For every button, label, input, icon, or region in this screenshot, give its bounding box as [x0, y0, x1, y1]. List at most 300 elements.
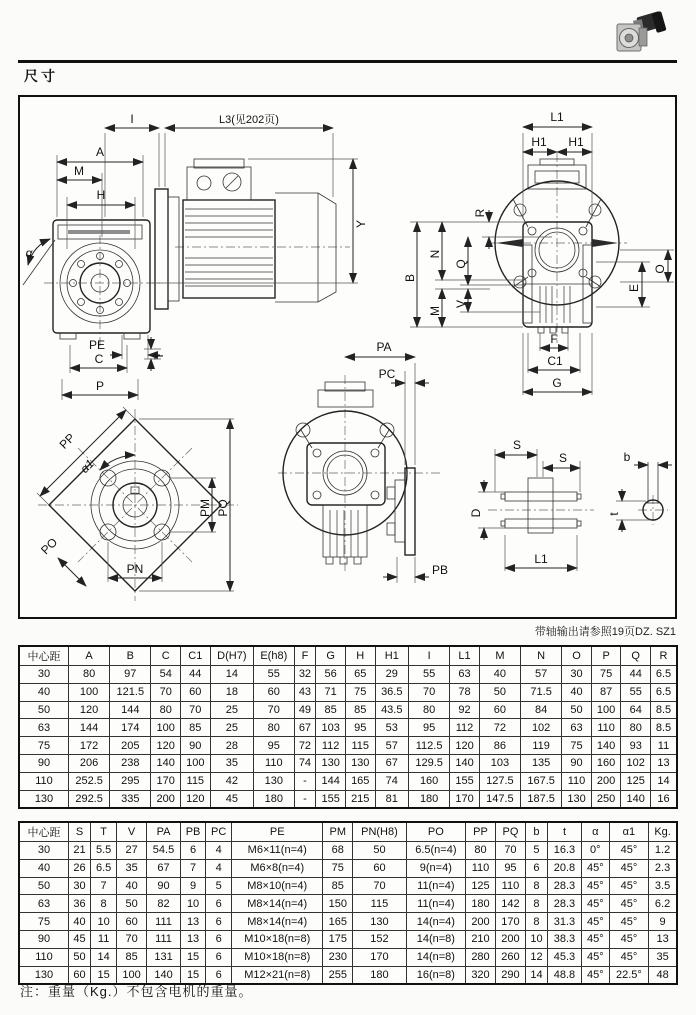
table-cell: 45°	[609, 948, 649, 966]
dim-label-pm: PM	[198, 499, 212, 517]
dim-label-b-key: b	[623, 450, 631, 464]
table-cell: 6	[206, 948, 232, 966]
table-cell: 1.2	[649, 842, 677, 860]
table-cell: 48	[649, 966, 677, 984]
table-cell: 60	[254, 683, 294, 701]
table-cell: 170	[450, 790, 480, 808]
table-cell: 84	[521, 701, 562, 719]
table-cell: 13	[180, 930, 205, 948]
dim-label-h1a: H1	[531, 135, 547, 149]
table-cell: 60	[69, 966, 91, 984]
column-header: C1	[181, 646, 211, 666]
dim-label-b-dim: B	[403, 273, 417, 283]
table-cell: 13	[180, 913, 205, 931]
table-cell: 36	[69, 895, 91, 913]
table-cell: 28	[210, 737, 254, 755]
table-cell: 125	[466, 877, 496, 895]
table-cell: 75	[591, 666, 621, 684]
table-cell: 72	[479, 719, 520, 737]
table-cell: 103	[479, 754, 520, 772]
top-rule	[18, 60, 677, 63]
table-cell: 75	[323, 859, 353, 877]
table-cell: 9	[649, 913, 677, 931]
table-cell: 14(n=8)	[406, 948, 465, 966]
column-header: R	[651, 646, 678, 666]
table-cell: 112	[316, 737, 346, 755]
row-center-distance-cell: 130	[19, 790, 69, 808]
table-cell: 70	[151, 683, 181, 701]
table-cell: M12×21(n=8)	[232, 966, 323, 984]
table-cell: 16.3	[548, 842, 582, 860]
table-cell: 27	[117, 842, 147, 860]
dim-label-pq: PQ	[216, 499, 230, 517]
table-cell: 56	[316, 666, 346, 684]
dim-label-n: N	[428, 249, 442, 259]
table-cell: 110	[562, 772, 592, 790]
table-cell: 4	[206, 842, 232, 860]
table-cell: 147.5	[479, 790, 520, 808]
table-cell: 187.5	[521, 790, 562, 808]
table-cell: -	[294, 790, 316, 808]
page-title: 尺寸	[24, 68, 58, 84]
column-header: PN(H8)	[353, 822, 406, 842]
table-cell: M8×14(n=4)	[232, 913, 323, 931]
dim-label-pe: PE	[88, 338, 106, 352]
dimensions-table-1	[18, 645, 678, 809]
dim-label-c1: C1	[547, 354, 563, 368]
table-cell: 68	[323, 842, 353, 860]
table-cell: 103	[316, 719, 346, 737]
table-cell: 45°	[609, 913, 649, 931]
dim-label-po: PO	[38, 535, 61, 558]
table-cell: 25	[210, 719, 254, 737]
table-cell: 127.5	[479, 772, 520, 790]
table-cell: 90	[181, 737, 211, 755]
dim-label-h1b: H1	[568, 135, 584, 149]
column-header: C	[151, 646, 181, 666]
table-cell: 81	[375, 790, 408, 808]
table-cell: 102	[621, 754, 651, 772]
table-cell: 40	[562, 683, 592, 701]
column-header: H	[345, 646, 375, 666]
dim-label-f: F	[550, 332, 558, 346]
table-cell: 140	[147, 966, 181, 984]
table-cell: 45°	[609, 842, 649, 860]
table-cell: 110	[254, 754, 294, 772]
table-cell: 30	[69, 877, 91, 895]
table-cell: 200	[151, 790, 181, 808]
table-cell: 11	[651, 737, 678, 755]
row-center-distance-cell: 50	[19, 701, 69, 719]
table-cell: 115	[353, 895, 406, 913]
table-cell: 110	[591, 719, 621, 737]
table-cell: 95	[345, 719, 375, 737]
dim-label-a: A	[95, 145, 105, 159]
table-cell: 6.2	[649, 895, 677, 913]
table-cell: 50	[353, 842, 406, 860]
table-cell: 290	[495, 966, 525, 984]
dim-label-v: V	[454, 299, 468, 309]
table-cell: 100	[181, 754, 211, 772]
table-cell: 22.5°	[609, 966, 649, 984]
table-cell: 292.5	[69, 790, 110, 808]
table-cell: 95	[409, 719, 450, 737]
column-header: L1	[450, 646, 480, 666]
table-cell: 30	[562, 666, 592, 684]
table-cell: 206	[69, 754, 110, 772]
column-header: O	[562, 646, 592, 666]
column-header: H1	[375, 646, 408, 666]
column-header: N	[521, 646, 562, 666]
table-cell: 60	[479, 701, 520, 719]
table-cell: 12	[525, 948, 547, 966]
column-header: PO	[406, 822, 465, 842]
table-cell: 45°	[609, 859, 649, 877]
dim-label-c: C	[94, 352, 104, 366]
table-cell: 45°	[609, 877, 649, 895]
table-cell: 6.5(n=4)	[406, 842, 465, 860]
table-cell: 67	[375, 754, 408, 772]
column-header: P	[591, 646, 621, 666]
table-cell: 255	[323, 966, 353, 984]
table-cell: 16	[651, 790, 678, 808]
table-cell: 320	[466, 966, 496, 984]
table-cell: 16(n=8)	[406, 966, 465, 984]
table-cell: 45°	[581, 966, 609, 984]
column-header: α	[581, 822, 609, 842]
table-cell: 100	[591, 701, 621, 719]
table-cell: 70	[254, 701, 294, 719]
column-header: PB	[180, 822, 205, 842]
table-cell: 74	[375, 772, 408, 790]
table-cell: 120	[151, 737, 181, 755]
table-cell: 14(n=4)	[406, 913, 465, 931]
column-header: G	[316, 646, 346, 666]
column-header: F	[294, 646, 316, 666]
table-cell: 45.3	[548, 948, 582, 966]
table-cell: 45	[210, 790, 254, 808]
dim-label-pp: PP	[56, 430, 78, 452]
table-cell: 215	[345, 790, 375, 808]
table-cell: 32	[294, 666, 316, 684]
dim-label-o: O	[653, 264, 667, 274]
table-cell: 200	[591, 772, 621, 790]
dim-label-l1b: L1	[534, 552, 548, 566]
table-cell: 74	[294, 754, 316, 772]
table-cell: 18	[210, 683, 254, 701]
table-cell: 53	[375, 719, 408, 737]
table-cell: 6.5	[651, 683, 678, 701]
table-cell: 120	[450, 737, 480, 755]
table-cell: 175	[323, 930, 353, 948]
table-cell: 210	[466, 930, 496, 948]
table-header-row	[19, 646, 677, 666]
table-cell: 90	[147, 877, 181, 895]
table-cell: 142	[495, 895, 525, 913]
dim-label-pa: PA	[376, 340, 392, 354]
table-cell: 144	[69, 719, 110, 737]
table-cell: 45°	[581, 948, 609, 966]
table-cell: 165	[323, 913, 353, 931]
table-row	[19, 666, 677, 684]
table-cell: 14(n=8)	[406, 930, 465, 948]
dim-label-pn: PN	[126, 562, 144, 576]
table-cell: 45°	[581, 877, 609, 895]
table-cell: 70	[409, 683, 450, 701]
table-cell: 205	[110, 737, 151, 755]
table-row	[19, 859, 677, 877]
column-header: b	[525, 822, 547, 842]
table-cell: 57	[521, 666, 562, 684]
table-row	[19, 790, 677, 808]
table-cell: 45°	[581, 859, 609, 877]
table-cell: 20.8	[548, 859, 582, 877]
table-cell: 63	[562, 719, 592, 737]
table-cell: 14	[651, 772, 678, 790]
drawing-frame	[18, 95, 677, 619]
table-cell: M8×14(n=4)	[232, 895, 323, 913]
table-cell: 121.5	[110, 683, 151, 701]
table-cell: 49	[294, 701, 316, 719]
table-cell: 43	[294, 683, 316, 701]
column-header: S	[69, 822, 91, 842]
table-cell: 86	[479, 737, 520, 755]
table-cell: 155	[450, 772, 480, 790]
table-cell: 170	[151, 772, 181, 790]
table-cell: 54	[151, 666, 181, 684]
dim-label-g: G	[552, 376, 562, 390]
table-cell: 335	[110, 790, 151, 808]
row-center-distance-cell: 30	[19, 666, 69, 684]
dim-label-alpha1: α1	[77, 456, 97, 476]
column-header: 中心距	[19, 822, 69, 842]
table-cell: 57	[375, 737, 408, 755]
table-cell: 85	[117, 948, 147, 966]
table-cell: 252.5	[69, 772, 110, 790]
table-cell: 5	[206, 877, 232, 895]
table-cell: 6	[180, 842, 205, 860]
table-cell: 155	[316, 790, 346, 808]
table-cell: 28.3	[548, 877, 582, 895]
column-header: PC	[206, 822, 232, 842]
table-cell: 40	[117, 877, 147, 895]
table-cell: 92	[450, 701, 480, 719]
table-cell: 165	[345, 772, 375, 790]
table-cell: 90	[562, 754, 592, 772]
gearbox-photo-art	[617, 11, 667, 51]
table-cell: 13	[651, 754, 678, 772]
table-cell: 29	[375, 666, 408, 684]
table-cell: 180	[466, 895, 496, 913]
table-cell: 60	[117, 913, 147, 931]
table-cell: M6×8(n=4)	[232, 859, 323, 877]
table-cell: 44	[181, 666, 211, 684]
table-cell: 85	[181, 719, 211, 737]
table-cell: 112	[450, 719, 480, 737]
table-cell: 78	[450, 683, 480, 701]
rear-view-drawing	[403, 110, 674, 395]
table-cell: 150	[323, 895, 353, 913]
table-cell: 140	[151, 754, 181, 772]
table-cell: 45°	[581, 895, 609, 913]
table-cell: 280	[466, 948, 496, 966]
table-cell: 111	[147, 913, 181, 931]
table-cell: 6.5	[651, 666, 678, 684]
column-header: PE	[232, 822, 323, 842]
table-cell: 55	[409, 666, 450, 684]
table-cell: 95	[495, 859, 525, 877]
table-cell: 80	[254, 719, 294, 737]
table-cell: 45	[69, 930, 91, 948]
table-cell: 295	[110, 772, 151, 790]
row-center-distance-cell: 75	[19, 737, 69, 755]
table-cell: 130	[316, 754, 346, 772]
table-cell: 11(n=4)	[406, 895, 465, 913]
table-cell: 85	[345, 701, 375, 719]
table-cell: 80	[621, 719, 651, 737]
table-cell: 4	[206, 859, 232, 877]
row-center-distance-cell: 130	[19, 966, 69, 984]
dim-label-l1: L1	[550, 110, 564, 124]
table-cell: 45°	[581, 913, 609, 931]
row-center-distance-cell: 30	[19, 842, 69, 860]
column-header: A	[69, 646, 110, 666]
table-cell: 100	[151, 719, 181, 737]
table-cell: 15	[180, 966, 205, 984]
table-cell: 8.5	[651, 719, 678, 737]
column-header: E(h8)	[254, 646, 294, 666]
table-cell: 50	[562, 701, 592, 719]
table-cell: 180	[353, 966, 406, 984]
table-cell: 180	[254, 790, 294, 808]
dim-label-t-key: t	[607, 512, 621, 516]
table-cell: 82	[147, 895, 181, 913]
table-cell: 130	[562, 790, 592, 808]
table-cell: 230	[323, 948, 353, 966]
table-cell: 45°	[609, 930, 649, 948]
table-cell: 67	[147, 859, 181, 877]
table-cell: 0°	[581, 842, 609, 860]
table-cell: 26	[69, 859, 91, 877]
table-row	[19, 737, 677, 755]
dim-label-pc: PC	[378, 367, 396, 381]
dim-label-d: D	[469, 508, 483, 518]
row-center-distance-cell: 40	[19, 859, 69, 877]
dim-label-l3: L3(见202页)	[219, 114, 279, 126]
table-cell: 45°	[581, 930, 609, 948]
table-cell: 71.5	[521, 683, 562, 701]
table-cell: 120	[181, 790, 211, 808]
output-flange-drawing	[37, 407, 238, 601]
table-cell: 130	[345, 754, 375, 772]
table-cell: 50	[69, 948, 91, 966]
dim-label-alpha: α	[25, 246, 33, 260]
table-cell: 93	[621, 737, 651, 755]
table-cell: 50	[117, 895, 147, 913]
column-header: D(H7)	[210, 646, 254, 666]
table-cell: 35	[210, 754, 254, 772]
column-header: I	[409, 646, 450, 666]
table-row	[19, 754, 677, 772]
table-cell: 14	[525, 966, 547, 984]
table-cell: 70	[495, 842, 525, 860]
front-view-drawing	[278, 340, 448, 583]
dim-label-m: M	[74, 164, 84, 178]
table-cell: 8	[525, 895, 547, 913]
row-center-distance-cell: 40	[19, 683, 69, 701]
table-row	[19, 948, 677, 966]
table-cell: 174	[110, 719, 151, 737]
table-cell: 130	[254, 772, 294, 790]
table-cell: 110	[466, 859, 496, 877]
row-center-distance-cell: 90	[19, 754, 69, 772]
table-cell: 8.5	[651, 701, 678, 719]
table-cell: 144	[110, 701, 151, 719]
dim-label-r: R	[473, 208, 487, 218]
table-cell: 60	[181, 683, 211, 701]
table-cell: 8	[525, 913, 547, 931]
weight-footnote: 注：重量（Kg.）不包含电机的重量。	[20, 984, 253, 999]
dimensions-table-2	[18, 821, 678, 985]
table-cell: 67	[294, 719, 316, 737]
column-header: PA	[147, 822, 181, 842]
table-cell: 64	[621, 701, 651, 719]
dim-label-e: E	[627, 283, 641, 293]
table-cell: 119	[521, 737, 562, 755]
table-cell: 250	[591, 790, 621, 808]
table-cell: 8	[91, 895, 117, 913]
dim-label-m2: M	[428, 306, 442, 316]
table-cell: 85	[323, 877, 353, 895]
table-cell: 6	[206, 966, 232, 984]
table-cell: 6	[206, 913, 232, 931]
table-row	[19, 842, 677, 860]
table-cell: 7	[180, 859, 205, 877]
row-center-distance-cell: 63	[19, 719, 69, 737]
table-cell: M8×10(n=4)	[232, 877, 323, 895]
table-cell: M10×18(n=8)	[232, 948, 323, 966]
column-header: Q	[621, 646, 651, 666]
table-cell: 70	[353, 877, 406, 895]
table-cell: 70	[117, 930, 147, 948]
table-cell: 38.3	[548, 930, 582, 948]
table-cell: 55	[621, 683, 651, 701]
table-cell: 140	[591, 737, 621, 755]
table-cell: 10	[525, 930, 547, 948]
column-header: T	[91, 822, 117, 842]
table-cell: 140	[450, 754, 480, 772]
table-cell: 167.5	[521, 772, 562, 790]
table-cell: 28.3	[548, 895, 582, 913]
table-cell: 8	[525, 877, 547, 895]
column-header: α1	[609, 822, 649, 842]
table-cell: 3.5	[649, 877, 677, 895]
dim-label-t-foot: T	[152, 352, 166, 360]
table-cell: 120	[69, 701, 110, 719]
table-cell: 75	[345, 683, 375, 701]
column-header: t	[548, 822, 582, 842]
table-cell: 160	[591, 754, 621, 772]
table-cell: 48.8	[548, 966, 582, 984]
table-cell: 172	[69, 737, 110, 755]
table-cell: 45°	[609, 895, 649, 913]
table-cell: 35	[649, 948, 677, 966]
row-center-distance-cell: 63	[19, 895, 69, 913]
table-cell: 6	[206, 930, 232, 948]
dim-label-h: H	[96, 188, 106, 202]
table-cell: 31.3	[548, 913, 582, 931]
table-row	[19, 877, 677, 895]
